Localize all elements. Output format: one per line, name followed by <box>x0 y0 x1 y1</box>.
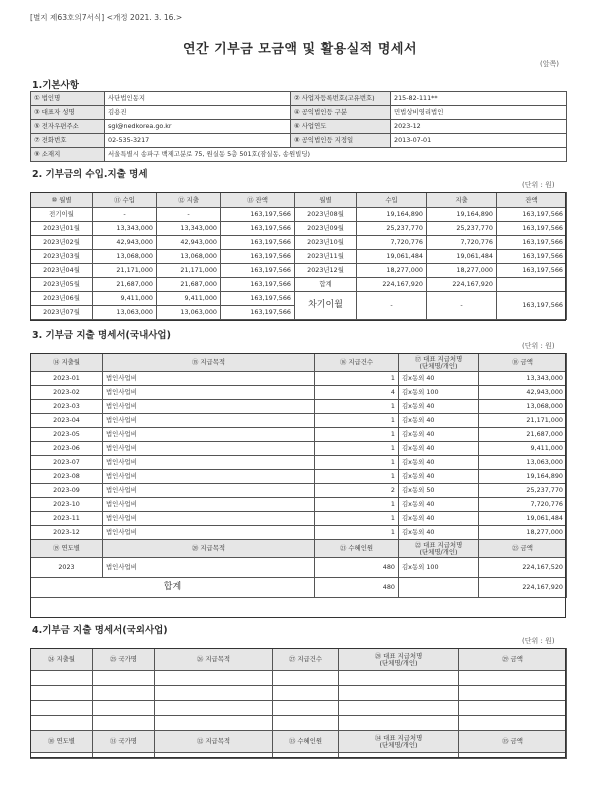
amount-cell: 21,687,000 <box>479 428 567 442</box>
recipient-cell: 김x동외 100 <box>399 558 479 578</box>
column-header: ㉝ 수혜인원 <box>273 731 339 753</box>
empty-cell <box>339 716 459 731</box>
overseas-empty-row <box>31 686 567 701</box>
recipient-cell: 김x동외 40 <box>399 470 479 484</box>
month-cell: 2023-09 <box>31 484 103 498</box>
column-header: ㉗ 지급건수 <box>273 649 339 671</box>
empty-cell <box>31 753 93 759</box>
overseas-header-row <box>31 649 567 671</box>
page-side-note: (앞쪽) <box>540 60 559 68</box>
section4-unit: (단위 : 원) <box>522 637 555 645</box>
income-cell: 18,277,000 <box>357 264 427 278</box>
column-header: ㉟ 금액 <box>459 731 567 753</box>
field-value: sgl@nedkorea.go.kr <box>105 120 291 134</box>
expense-cell: 9,411,000 <box>157 292 221 306</box>
field-label: ⑥ 사업연도 <box>291 120 391 134</box>
field-value: 2023-12 <box>391 120 567 134</box>
income-cell: - <box>93 208 157 222</box>
income-expense-row <box>31 222 567 236</box>
month-cell: 2023-12 <box>31 526 103 540</box>
column-header: ㉕ 국가명 <box>93 649 155 671</box>
empty-cell <box>339 671 459 686</box>
column-header: 잔액 <box>497 193 567 208</box>
column-header: ⑰ 대표 지급처명 (단체명/개인) <box>399 354 479 372</box>
column-header: ⑭ 지출월 <box>31 354 103 372</box>
empty-cell <box>155 716 273 731</box>
month-cell: 합계 <box>295 278 357 292</box>
address-value: 서울특별시 송파구 백제고분로 75, 원실동 5층 501호(잠실동, 송원빌딩) <box>105 148 567 162</box>
empty-cell <box>93 701 155 716</box>
month-cell: 2023년06월 <box>31 292 93 306</box>
expense-cell: 13,068,000 <box>157 250 221 264</box>
domestic-expense-row <box>31 400 567 414</box>
column-header: ⑬ 잔액 <box>221 193 295 208</box>
balance-cell: 163,197,566 <box>221 264 295 278</box>
purpose-cell: 법인사업비 <box>103 400 315 414</box>
empty-cell <box>339 753 459 759</box>
recipient-cell: 김x동외 100 <box>399 386 479 400</box>
empty-cell <box>31 716 93 731</box>
column-header: 월별 <box>295 193 357 208</box>
field-value: 김용진 <box>105 106 291 120</box>
column-header: ㉚ 연도별 <box>31 731 93 753</box>
field-label: ④ 공익법인등 구분 <box>291 106 391 120</box>
balance-cell: 163,197,566 <box>497 208 567 222</box>
empty-cell <box>93 753 155 759</box>
column-header: ㉖ 지급목적 <box>155 649 273 671</box>
count-cell: 2 <box>315 484 399 498</box>
income-expense-table <box>30 192 567 320</box>
month-cell: 2023년08월 <box>295 208 357 222</box>
count-cell: 1 <box>315 470 399 484</box>
purpose-cell: 법인사업비 <box>103 526 315 540</box>
domestic-expense-row <box>31 414 567 428</box>
month-cell: 2023년05월 <box>31 278 93 292</box>
empty-cell <box>155 753 273 759</box>
income-expense-header-row <box>31 193 567 208</box>
month-cell: 2023-10 <box>31 498 103 512</box>
column-header: ㉘ 대표 지급처명 (단체명/개인) <box>339 649 459 671</box>
domestic-expense-row <box>31 512 567 526</box>
empty-cell <box>31 671 93 686</box>
basic-info-table <box>30 91 567 162</box>
income-cell: 9,411,000 <box>93 292 157 306</box>
income-expense-row <box>31 236 567 250</box>
recipient-cell: 김x동외 40 <box>399 428 479 442</box>
amount-cell: 13,068,000 <box>479 400 567 414</box>
field-label: ① 법인명 <box>31 92 105 106</box>
beneficiaries-cell: 480 <box>315 558 399 578</box>
domestic-yearly-row <box>31 558 567 578</box>
domestic-expense-row <box>31 526 567 540</box>
month-cell: 2023-08 <box>31 470 103 484</box>
recipient-cell: 김x동외 40 <box>399 400 479 414</box>
field-value: 2013-07-01 <box>391 134 567 148</box>
column-header: ㉞ 대표 지급처명 (단체명/개인) <box>339 731 459 753</box>
carry-income-cell: - <box>357 292 427 320</box>
expense-cell: 21,687,000 <box>157 278 221 292</box>
domestic-expense-row <box>31 372 567 386</box>
month-cell: 2023-07 <box>31 456 103 470</box>
month-cell: 2023-05 <box>31 428 103 442</box>
section3-heading: 3. 기부금 지출 명세서(국내사업) <box>32 330 171 341</box>
balance-cell: 163,197,566 <box>221 236 295 250</box>
column-header: ⑮ 지급목적 <box>103 354 315 372</box>
overseas-empty-row <box>31 701 567 716</box>
month-cell: 2023-03 <box>31 400 103 414</box>
overseas-expense-table <box>30 648 567 759</box>
empty-cell <box>31 686 93 701</box>
empty-cell <box>273 686 339 701</box>
empty-cell <box>459 701 567 716</box>
empty-cell <box>273 701 339 716</box>
overseas-empty-row <box>31 753 567 759</box>
domestic-expense-table <box>30 353 567 598</box>
form-reference: [별지 제63호의7서식] <개정 2021. 3. 16.> <box>30 13 183 22</box>
income-cell: 19,164,890 <box>357 208 427 222</box>
month-cell: 2023년12월 <box>295 264 357 278</box>
purpose-cell: 법인사업비 <box>103 442 315 456</box>
expense-cell: 42,943,000 <box>157 236 221 250</box>
amount-cell: 7,720,776 <box>479 498 567 512</box>
expense-cell: 21,171,000 <box>157 264 221 278</box>
basic-info-row <box>31 120 567 134</box>
month-cell: 2023년10월 <box>295 236 357 250</box>
total-label: 합계 <box>31 578 315 598</box>
domestic-expense-row <box>31 470 567 484</box>
field-label: ⑤ 전자우편주소 <box>31 120 105 134</box>
month-cell: 2023-02 <box>31 386 103 400</box>
column-header: 지출 <box>427 193 497 208</box>
field-value: 민법상비영리법인 <box>391 106 567 120</box>
balance-cell: 163,197,566 <box>497 250 567 264</box>
amount-cell: 21,171,000 <box>479 414 567 428</box>
section4-heading: 4.기부금 지출 명세서(국외사업) <box>32 625 168 636</box>
recipient-cell: 김x동외 40 <box>399 498 479 512</box>
recipient-cell: 김x동외 40 <box>399 372 479 386</box>
empty-cell <box>273 671 339 686</box>
field-label: ⑦ 전화번호 <box>31 134 105 148</box>
address-label: ⑨ 소재지 <box>31 148 105 162</box>
domestic-expense-row <box>31 428 567 442</box>
column-header: 수입 <box>357 193 427 208</box>
amount-cell: 19,061,484 <box>479 512 567 526</box>
income-cell: 21,687,000 <box>93 278 157 292</box>
section2-unit: (단위 : 원) <box>522 181 555 189</box>
income-cell: 42,943,000 <box>93 236 157 250</box>
balance-cell: 163,197,566 <box>221 222 295 236</box>
section2-heading: 2. 기부금의 수입.지출 명세 <box>32 169 148 180</box>
count-cell: 1 <box>315 414 399 428</box>
empty-cell <box>93 716 155 731</box>
count-cell: 1 <box>315 372 399 386</box>
amount-cell: 224,167,520 <box>479 558 567 578</box>
count-cell: 4 <box>315 386 399 400</box>
income-expense-row <box>31 264 567 278</box>
expense-cell: 19,061,484 <box>427 250 497 264</box>
expense-cell: 7,720,776 <box>427 236 497 250</box>
balance-cell: 163,197,566 <box>497 222 567 236</box>
month-cell: 전기이월 <box>31 208 93 222</box>
purpose-cell: 법인사업비 <box>103 558 315 578</box>
empty-cell <box>155 701 273 716</box>
expense-cell: 13,063,000 <box>157 306 221 320</box>
empty-cell <box>459 716 567 731</box>
empty-cell <box>459 753 567 759</box>
balance-cell <box>497 278 567 292</box>
empty-cell <box>273 753 339 759</box>
column-header: ㉑ 수혜인원 <box>315 540 399 558</box>
amount-cell: 18,277,000 <box>479 526 567 540</box>
balance-cell: 163,197,566 <box>497 264 567 278</box>
purpose-cell: 법인사업비 <box>103 386 315 400</box>
income-cell: 224,167,920 <box>357 278 427 292</box>
balance-cell: 163,197,566 <box>221 278 295 292</box>
purpose-cell: 법인사업비 <box>103 470 315 484</box>
income-cell: 13,343,000 <box>93 222 157 236</box>
document-title: 연간 기부금 모금액 및 활용실적 명세서 <box>182 42 418 57</box>
balance-cell: 163,197,566 <box>221 208 295 222</box>
count-cell: 1 <box>315 456 399 470</box>
balance-cell: 163,197,566 <box>221 250 295 264</box>
amount-cell: 42,943,000 <box>479 386 567 400</box>
recipient-cell: 김x동외 50 <box>399 484 479 498</box>
month-cell: 2023-11 <box>31 512 103 526</box>
overseas-empty-row <box>31 671 567 686</box>
income-cell: 21,171,000 <box>93 264 157 278</box>
amount-cell: 13,063,000 <box>479 456 567 470</box>
count-cell: 1 <box>315 498 399 512</box>
recipient-cell: 김x동외 40 <box>399 526 479 540</box>
purpose-cell: 법인사업비 <box>103 414 315 428</box>
field-label: ③ 대표자 성명 <box>31 106 105 120</box>
purpose-cell: 법인사업비 <box>103 428 315 442</box>
income-cell: 13,068,000 <box>93 250 157 264</box>
empty-cell <box>339 701 459 716</box>
total-amount: 224,167,920 <box>479 578 567 598</box>
month-cell: 2023-06 <box>31 442 103 456</box>
balance-cell: 163,197,566 <box>497 236 567 250</box>
empty-cell <box>31 701 93 716</box>
total-blank-cell <box>399 578 479 598</box>
expense-cell: 224,167,920 <box>427 278 497 292</box>
column-header: ㉛ 국가명 <box>93 731 155 753</box>
empty-cell <box>273 716 339 731</box>
domestic-expense-row <box>31 442 567 456</box>
purpose-cell: 법인사업비 <box>103 484 315 498</box>
basic-info-row <box>31 106 567 120</box>
month-cell: 2023년07월 <box>31 306 93 320</box>
empty-cell <box>339 686 459 701</box>
income-expense-row <box>31 208 567 222</box>
basic-info-row <box>31 92 567 106</box>
count-cell: 1 <box>315 526 399 540</box>
column-header: ㉙ 금액 <box>459 649 567 671</box>
column-header: ⑩ 월별 <box>31 193 93 208</box>
income-expense-row <box>31 250 567 264</box>
basic-info-address-row <box>31 148 567 162</box>
amount-cell: 19,164,890 <box>479 470 567 484</box>
total-count: 480 <box>315 578 399 598</box>
balance-cell: 163,197,566 <box>221 306 295 320</box>
empty-cell <box>459 686 567 701</box>
empty-cell <box>459 671 567 686</box>
expense-cell: - <box>157 208 221 222</box>
expense-cell: 19,164,890 <box>427 208 497 222</box>
section1-heading: 1.기본사항 <box>32 80 79 91</box>
amount-cell: 13,343,000 <box>479 372 567 386</box>
empty-cell <box>155 686 273 701</box>
column-header: ㉜ 지급목적 <box>155 731 273 753</box>
column-header: ⑳ 지급목적 <box>103 540 315 558</box>
income-cell: 25,237,770 <box>357 222 427 236</box>
domestic-expense-row <box>31 484 567 498</box>
empty-cell <box>93 686 155 701</box>
empty-cell <box>155 671 273 686</box>
year-cell: 2023 <box>31 558 103 578</box>
column-header: ㉔ 지출월 <box>31 649 93 671</box>
column-header: ⑲ 연도별 <box>31 540 103 558</box>
month-cell: 2023년01월 <box>31 222 93 236</box>
carry-over-label: 차기이월 <box>295 292 357 320</box>
column-header: ⑫ 지출 <box>157 193 221 208</box>
overseas-yearly-header-row <box>31 731 567 753</box>
month-cell: 2023년04월 <box>31 264 93 278</box>
field-value: 사단법인동지 <box>105 92 291 106</box>
column-header: ㉓ 금액 <box>479 540 567 558</box>
domestic-total-row <box>31 578 567 598</box>
carry-balance-cell: 163,197,566 <box>497 292 567 320</box>
column-header: ⑯ 지급건수 <box>315 354 399 372</box>
domestic-expense-row <box>31 498 567 512</box>
recipient-cell: 김x동외 40 <box>399 456 479 470</box>
income-cell: 13,063,000 <box>93 306 157 320</box>
month-cell: 2023년02월 <box>31 236 93 250</box>
month-cell: 2023년11월 <box>295 250 357 264</box>
expense-cell: 13,343,000 <box>157 222 221 236</box>
basic-info-row <box>31 134 567 148</box>
count-cell: 1 <box>315 512 399 526</box>
empty-cell <box>93 671 155 686</box>
count-cell: 1 <box>315 400 399 414</box>
recipient-cell: 김x동외 40 <box>399 414 479 428</box>
recipient-cell: 김x동외 40 <box>399 512 479 526</box>
section3-unit: (단위 : 원) <box>522 342 555 350</box>
month-cell: 2023년03월 <box>31 250 93 264</box>
month-cell: 2023-04 <box>31 414 103 428</box>
field-label: ⑧ 공익법인등 지정일 <box>291 134 391 148</box>
income-cell: 19,061,484 <box>357 250 427 264</box>
field-value: 02-535-3217 <box>105 134 291 148</box>
month-cell: 2023년09월 <box>295 222 357 236</box>
count-cell: 1 <box>315 428 399 442</box>
recipient-cell: 김x동외 40 <box>399 442 479 456</box>
field-value: 215-82-111** <box>391 92 567 106</box>
balance-cell: 163,197,566 <box>221 292 295 306</box>
income-expense-row <box>31 292 567 306</box>
domestic-expense-row <box>31 456 567 470</box>
income-cell: 7,720,776 <box>357 236 427 250</box>
column-header: ⑪ 수입 <box>93 193 157 208</box>
overseas-empty-row <box>31 716 567 731</box>
column-header: ㉒ 대표 지급처명 (단체명/개인) <box>399 540 479 558</box>
purpose-cell: 법인사업비 <box>103 372 315 386</box>
expense-cell: 18,277,000 <box>427 264 497 278</box>
purpose-cell: 법인사업비 <box>103 512 315 526</box>
month-cell: 2023-01 <box>31 372 103 386</box>
domestic-expense-row <box>31 386 567 400</box>
column-header: ⑱ 금액 <box>479 354 567 372</box>
income-expense-row <box>31 278 567 292</box>
domestic-header-row <box>31 354 567 372</box>
domestic-yearly-header-row <box>31 540 567 558</box>
amount-cell: 9,411,000 <box>479 442 567 456</box>
carry-expense-cell: - <box>427 292 497 320</box>
count-cell: 1 <box>315 442 399 456</box>
expense-cell: 25,237,770 <box>427 222 497 236</box>
purpose-cell: 법인사업비 <box>103 498 315 512</box>
amount-cell: 25,237,770 <box>479 484 567 498</box>
purpose-cell: 법인사업비 <box>103 456 315 470</box>
field-label: ② 사업자등록번호(고유번호) <box>291 92 391 106</box>
